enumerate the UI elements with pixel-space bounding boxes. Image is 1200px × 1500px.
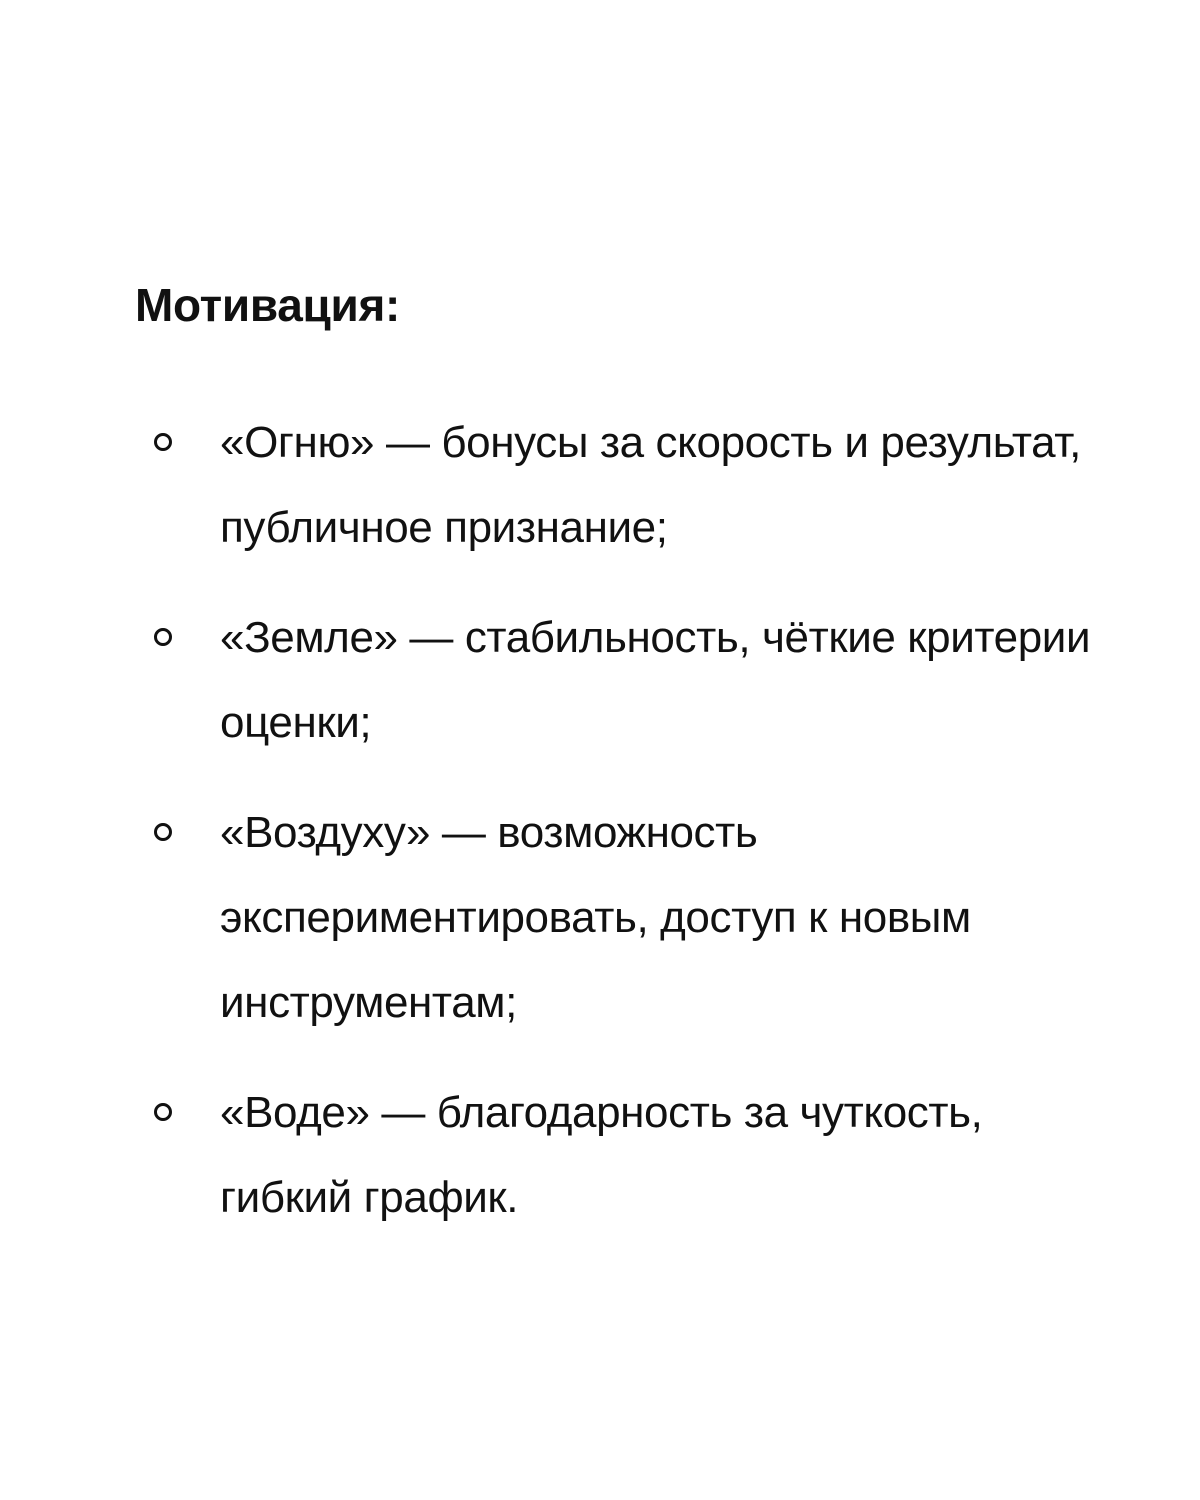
list-item: [150, 595, 1110, 765]
list-item: [150, 1070, 1110, 1240]
motivation-list: [150, 400, 1110, 1265]
list-item: [150, 790, 1110, 1045]
list-item-text: «Воздуху» — возможность экспериментировать, доступ к новым инструментам;: [220, 808, 971, 1027]
hollow-circle-bullet-icon: [154, 433, 172, 451]
hollow-circle-bullet-icon: [154, 1103, 172, 1121]
hollow-circle-bullet-icon: [154, 628, 172, 646]
hollow-circle-bullet-icon: [154, 823, 172, 841]
list-item-text: «Воде» — благодарность за чуткость, гибкий график.: [220, 1088, 983, 1222]
list-item-text: «Огню» — бонусы за скорость и результат, публичное признание;: [220, 418, 1081, 552]
page-title: Мотивация:: [135, 279, 401, 331]
list-item-text: «Земле» — стабильность, чёткие критерии оценки;: [220, 613, 1091, 747]
list-item: [150, 400, 1110, 570]
